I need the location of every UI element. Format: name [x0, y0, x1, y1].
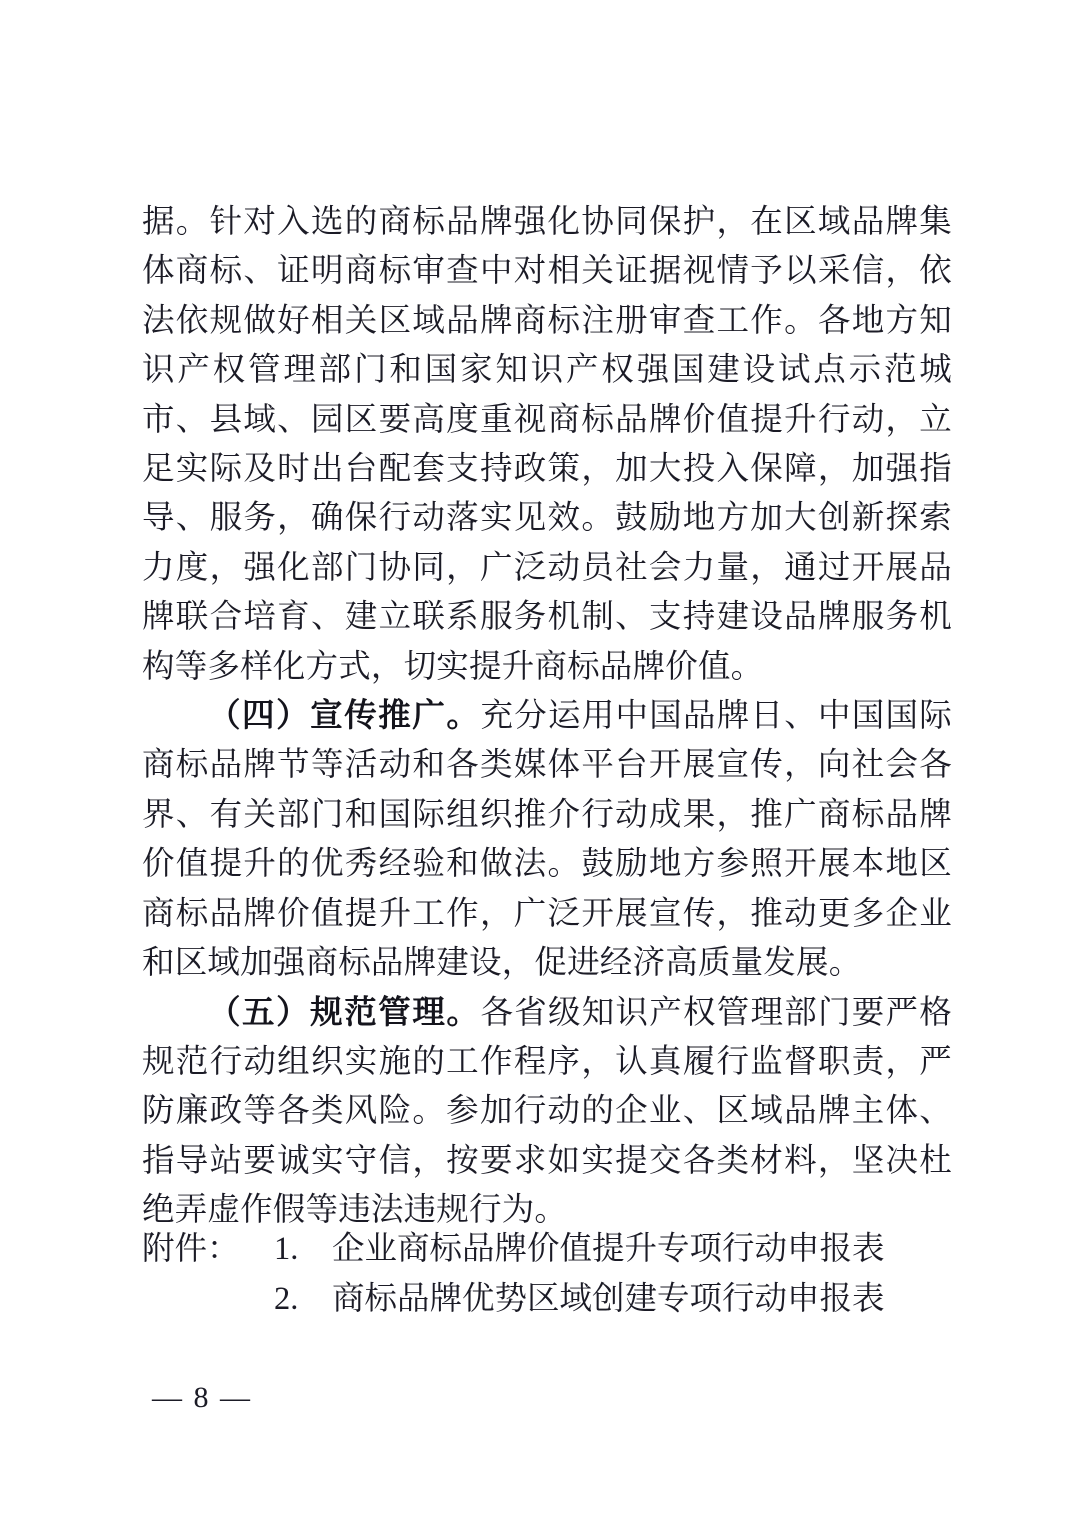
page-number-footer: — 8 —: [152, 1381, 252, 1414]
paragraph-continued: [142, 198, 952, 692]
section-heading-four: （四）宣传推广。: [208, 698, 481, 735]
paragraph-section-four: [142, 692, 952, 988]
attachment-item-2: [142, 1274, 952, 1324]
attachment-title: 企业商标品牌价值提升专项行动申报表: [332, 1231, 885, 1267]
paragraph-text: 据。针对入选的商标品牌强化协同保护，在区域品牌集体商标、证明商标审查中对相关证据视情予以采信，依法依规做好相关区域品牌商标注册审查工作。各地方知识产权管理部门和国家知识产权强国建设试点示范城市、县域、园区要高度重视商标品牌价值提升行动，立足实际及时出台配套支持政策，加大投入保障，加强指导、服务，确保行动落实见效。鼓励地方加大创新探索力度，强化部门协同，广泛动员社会力量，通过开展品牌联合培育、建立联系服务机制、支持建设品牌服务机构等多样化方式，切实提升商标品牌价值。: [142, 204, 952, 685]
attachment-item-1: [142, 1224, 952, 1274]
attachment-title: 商标品牌优势区域创建专项行动申报表: [332, 1281, 885, 1317]
paragraph-section-five: [142, 989, 952, 1236]
attachment-label: 附件：: [142, 1231, 240, 1267]
section-heading-five: （五）规范管理。: [208, 994, 481, 1031]
attachment-number: 2.: [274, 1281, 299, 1317]
attachment-number: 1.: [274, 1231, 299, 1267]
document-body: [142, 198, 952, 1236]
attachment-list: [142, 1224, 952, 1324]
paragraph-text: 各省级知识产权管理部门要严格规范行动组织实施的工作程序，认真履行监督职责，严防廉政等各类风险。参加行动的企业、区域品牌主体、指导站要诚实守信，按要求如实提交各类材料，坚决杜绝弄虚作假等违法违规行为。: [142, 994, 952, 1229]
paragraph-text: 充分运用中国品牌日、中国国际商标品牌节等活动和各类媒体平台开展宣传，向社会各界、有关部门和国际组织推介行动成果，推广商标品牌价值提升的优秀经验和做法。鼓励地方参照开展本地区商标品牌价值提升工作，广泛开展宣传，推动更多企业和区域加强商标品牌建设，促进经济高质量发展。: [142, 698, 952, 982]
